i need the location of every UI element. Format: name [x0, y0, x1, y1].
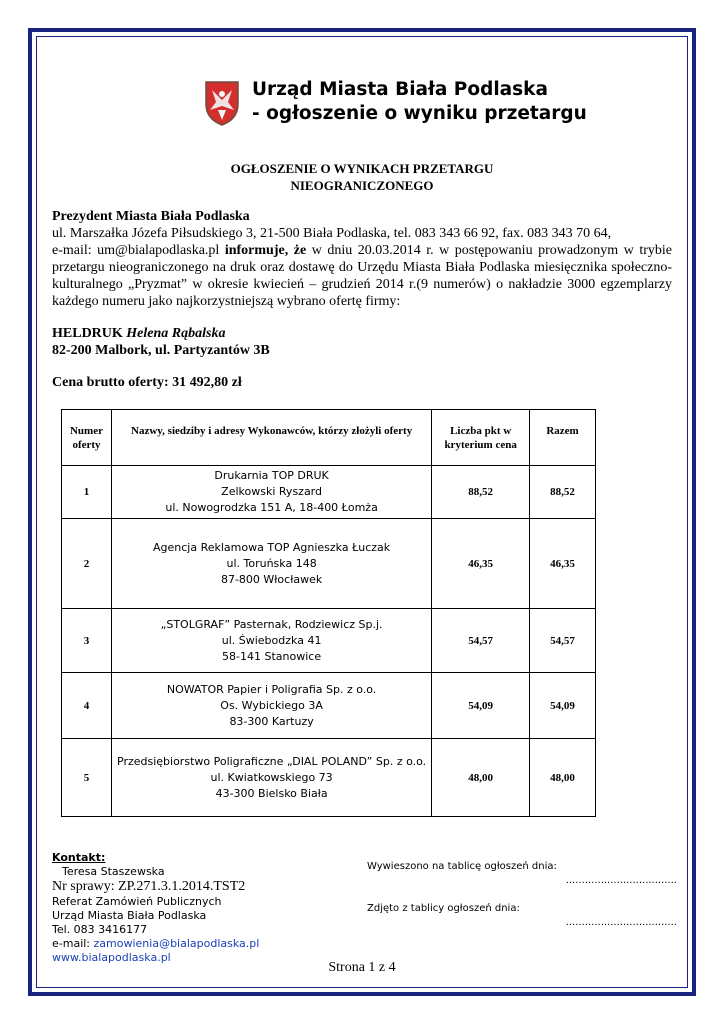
table-header-row	[62, 410, 596, 466]
announcement-title-line1: OGŁOSZENIE O WYNIKACH PRZETARGU	[230, 161, 494, 176]
header-title	[252, 78, 587, 126]
document-header	[204, 78, 587, 126]
header-title-line1: Urząd Miasta Biała Podlaska	[252, 79, 548, 100]
contact-email-link[interactable]: zamowienia@bialapodlaska.pl	[93, 937, 260, 950]
announcement-text: w dniu 20.03.2014 r. w postępowaniu prowadzonym w trybie przetargu nieograniczonego na druk oraz dostawę do Urzędu Miasta Biała Podlaska miesięcznika społeczno-kulturalnego „Pryzmat” w okresie kwiecień – grudzień 2014 r.(9 numerów) o nakładzie 3000 egzemplarzy każdego numeru jako najkorzystniejszą wybrano ofertę firmy:	[52, 243, 672, 309]
header-title-line2: - ogłoszenie o wyniku przetargu	[252, 103, 587, 124]
case-number: Nr sprawy: ZP.271.3.1.2014.TST2	[52, 879, 246, 894]
contractor-name: Drukarnia TOP DRUK	[214, 469, 329, 482]
price-points: 54,09	[432, 673, 530, 739]
posted-label: Wywieszono na tablicę ogłoszeń dnia:	[367, 861, 557, 872]
price-points: 54,57	[432, 609, 530, 673]
contractor-name: „STOLGRAF” Pasternak, Rodziewicz Sp.j.	[160, 617, 383, 631]
col-header-points: Liczba pkt w kryterium cena	[432, 410, 530, 466]
total-points: 46,35	[530, 519, 596, 609]
announcement-body	[52, 208, 672, 310]
page-number: Strona 1 z 4	[328, 960, 396, 975]
winner-address: 82-200 Malbork, ul. Partyzantów 3B	[52, 343, 270, 358]
contractor-details	[111, 609, 431, 673]
total-points: 54,09	[530, 673, 596, 739]
contact-name: Teresa Staszewska	[62, 865, 165, 878]
total-points: 88,52	[530, 466, 596, 519]
contractor-line2: ul. Toruńska 148	[226, 556, 317, 570]
contact-email-line	[52, 937, 259, 951]
col-header-number: Numer oferty	[62, 410, 112, 466]
email-label: e-mail:	[52, 937, 94, 950]
offer-number: 5	[62, 739, 112, 817]
contractor-line3: 43-300 Bielsko Biała	[215, 786, 328, 800]
contractor-name: Przedsiębiorstwo Poligraficzne „DIAL POLAND” Sp. z o.o.	[117, 754, 427, 768]
announcement-paragraph	[52, 242, 672, 310]
total-points: 54,57	[530, 609, 596, 673]
offers-table	[61, 409, 596, 817]
contractor-details	[111, 673, 431, 739]
contractor-line2: ul. Kwiatkowskiego 73	[210, 770, 333, 784]
table-row	[62, 609, 596, 673]
office-address: ul. Marszałka Józefa Piłsudskiego 3, 21-500 Biała Podlaska, tel. 083 343 66 92, fax. 083 343 70 64,	[52, 226, 612, 241]
contractor-details	[111, 466, 431, 519]
removed-label: Zdjęto z tablicy ogłoszeń dnia:	[367, 903, 520, 914]
department: Referat Zamówień Publicznych	[52, 895, 222, 908]
table-row	[62, 739, 596, 817]
contractor-line2: Os. Wybickiego 3A	[220, 698, 323, 712]
office-name: Urząd Miasta Biała Podlaska	[52, 909, 207, 922]
contact-label: Kontakt:	[52, 851, 106, 864]
price-points: 48,00	[432, 739, 530, 817]
total-points: 48,00	[530, 739, 596, 817]
contractor-line2: Zelkowski Ryszard	[221, 485, 322, 498]
informs-text: informuje, że	[224, 243, 307, 258]
removed-date-blank: ...................................	[565, 917, 677, 928]
posted-date-blank: ...................................	[565, 875, 677, 886]
office-email: e-mail: um@bialapodlaska.pl	[52, 243, 225, 258]
contractor-line3: 58-141 Stanowice	[222, 649, 322, 663]
table-row	[62, 673, 596, 739]
table-row	[62, 466, 596, 519]
coat-of-arms-icon	[204, 80, 240, 126]
winner-block	[52, 325, 270, 359]
winner-owner: Helena Rąbalska	[126, 326, 226, 341]
offer-number: 3	[62, 609, 112, 673]
table-row	[62, 519, 596, 609]
announcement-title	[52, 160, 672, 194]
winner-company: HELDRUK	[52, 326, 127, 341]
price-points: 46,35	[432, 519, 530, 609]
website-link[interactable]: www.bialapodlaska.pl	[52, 951, 171, 964]
col-header-total: Razem	[530, 410, 596, 466]
contractor-name: Agencja Reklamowa TOP Agnieszka Łuczak	[153, 540, 391, 554]
offer-price: Cena brutto oferty: 31 492,80 zł	[52, 375, 242, 390]
contractor-line3: 87-800 Włocławek	[220, 572, 323, 586]
contact-block	[52, 851, 259, 965]
contractor-details	[111, 519, 431, 609]
col-header-contractors: Nazwy, siedziby i adresy Wykonawców, którzy złożyli oferty	[111, 410, 431, 466]
offer-number: 2	[62, 519, 112, 609]
contractor-name: NOWATOR Papier i Poligrafia Sp. z o.o.	[166, 682, 377, 696]
contact-phone: Tel. 083 3416177	[52, 923, 148, 936]
posting-block	[367, 861, 677, 929]
contractor-line3: 83-300 Kartuzy	[229, 714, 314, 728]
offer-number: 1	[62, 466, 112, 519]
contractor-line3: ul. Nowogrodzka 151 A, 18-400 Łomża	[165, 501, 378, 514]
price-points: 88,52	[432, 466, 530, 519]
president-heading: Prezydent Miasta Biała Podlaska	[52, 209, 250, 224]
offer-number: 4	[62, 673, 112, 739]
contractor-details	[111, 739, 431, 817]
contractor-line2: ul. Świebodzka 41	[221, 633, 322, 647]
announcement-title-line2: NIEOGRANICZONEGO	[290, 178, 434, 193]
